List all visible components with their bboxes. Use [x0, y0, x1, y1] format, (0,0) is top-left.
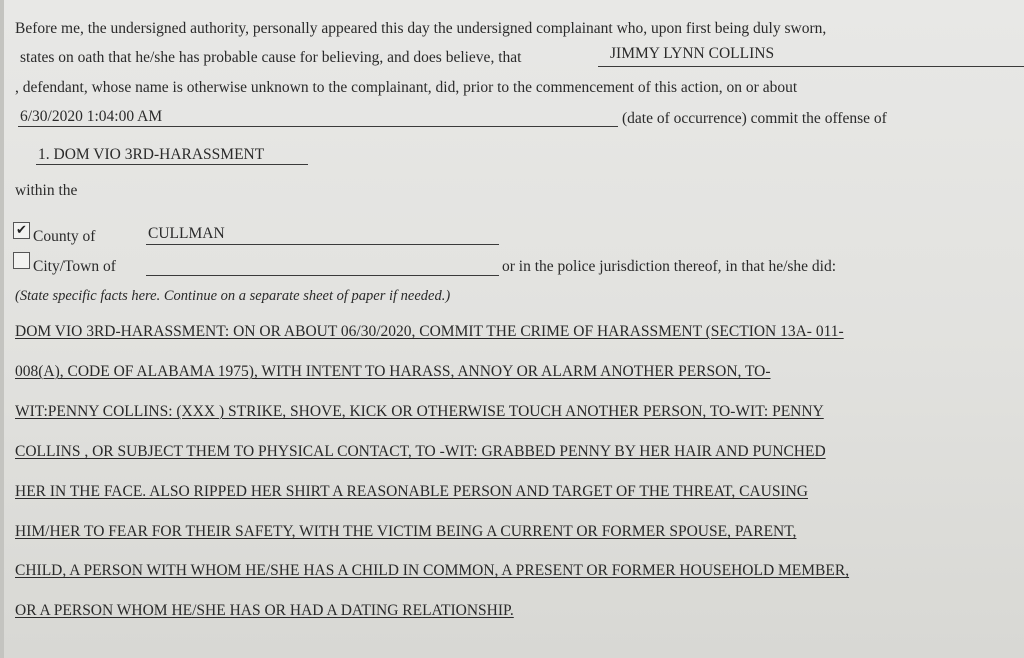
city-checkbox[interactable] [13, 252, 30, 269]
intro-line-2: states on oath that he/she has probable cause for believing, and does believe, that [20, 49, 522, 66]
city-underline [146, 275, 499, 276]
occurrence-date-label: (date of occurrence) commit the offense of [622, 110, 887, 127]
occurrence-date-field[interactable]: 6/30/2020 1:04:00 AM [20, 108, 163, 125]
facts-line: DOM VIO 3RD-HARASSMENT: ON OR ABOUT 06/30/2020, COMMIT THE CRIME OF HARASSMENT (SECTION 13A- 011- [15, 323, 844, 340]
intro-line-1: Before me, the undersigned authority, personally appeared this day the undersigned complainant who, upon first being duly sworn, [15, 20, 827, 37]
defendant-name-underline [598, 66, 1024, 67]
county-label: County of [33, 228, 96, 245]
facts-line: HIM/HER TO FEAR FOR THEIR SAFETY, WITH THE VICTIM BEING A CURRENT OR FORMER SPOUSE, PARENT, [15, 523, 797, 540]
facts-instructions: (State specific facts here. Continue on a separate sheet of paper if needed.) [15, 288, 451, 304]
page-edge [0, 0, 4, 658]
offense-underline [36, 164, 308, 165]
city-label: City/Town of [33, 258, 116, 275]
county-checkbox[interactable]: ✔ [13, 222, 30, 239]
defendant-name-field[interactable]: JIMMY LYNN COLLINS [610, 45, 775, 62]
within-label: within the [15, 182, 78, 199]
intro-line-3: , defendant, whose name is otherwise unknown to the complainant, did, prior to the commencement of this action, on or about [15, 79, 798, 96]
occurrence-date-underline [18, 126, 618, 127]
facts-line: COLLINS , OR SUBJECT THEM TO PHYSICAL CONTACT, TO -WIT: GRABBED PENNY BY HER HAIR AND PUNCHED [15, 443, 826, 460]
facts-line: WIT:PENNY COLLINS: (XXX ) STRIKE, SHOVE, KICK OR OTHERWISE TOUCH ANOTHER PERSON, TO-WIT: PENNY [15, 403, 824, 420]
police-jurisdiction-label: or in the police jurisdiction thereof, in that he/she did: [502, 258, 837, 275]
facts-line: OR A PERSON WHOM HE/SHE HAS OR HAD A DATING RELATIONSHIP. [15, 602, 514, 619]
county-field[interactable]: CULLMAN [148, 225, 225, 242]
offense-field[interactable]: 1. DOM VIO 3RD-HARASSMENT [38, 146, 265, 163]
facts-line: 008(A), CODE OF ALABAMA 1975), WITH INTENT TO HARASS, ANNOY OR ALARM ANOTHER PERSON, TO- [15, 363, 771, 380]
facts-line: CHILD, A PERSON WITH WHOM HE/SHE HAS A CHILD IN COMMON, A PRESENT OR FORMER HOUSEHOLD MEMBER, [15, 562, 850, 579]
facts-line: HER IN THE FACE. ALSO RIPPED HER SHIRT A REASONABLE PERSON AND TARGET OF THE THREAT, CAUSING [15, 483, 809, 500]
county-underline [146, 244, 499, 245]
